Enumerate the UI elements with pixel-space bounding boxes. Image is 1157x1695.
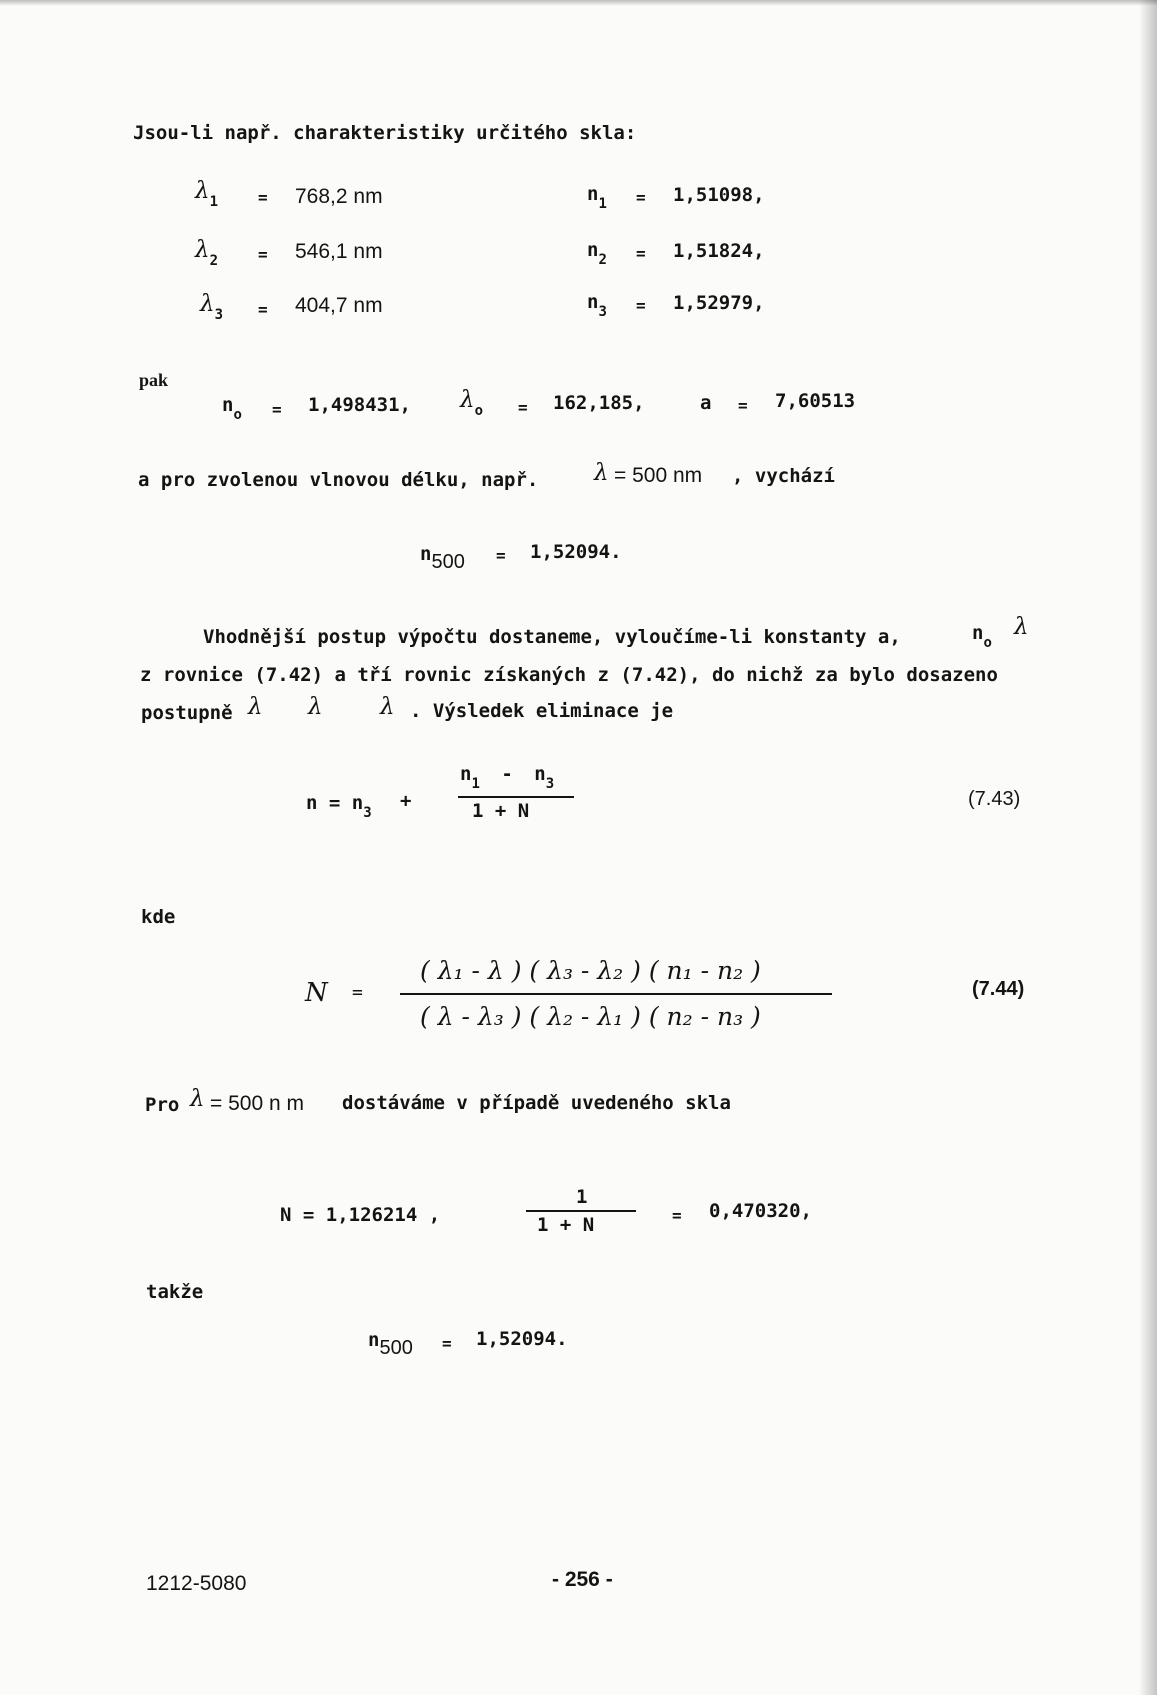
lambda-3: λ3 <box>200 291 224 323</box>
eq743-numerator: $n_1 - n_3$ <box>460 763 555 792</box>
paragraph-line-2: z rovnice (7.42) a tří rovnic získaných z (7.42), do nichž za bylo dosazeno <box>140 664 998 686</box>
result-frac-num: 1 <box>576 1186 588 1208</box>
choice-text: a pro zvolenou vlnovou délku, např. <box>138 469 539 491</box>
lambda-inline-1: λ <box>248 694 263 720</box>
eq-sign: = <box>258 245 268 264</box>
result-value: 0,470320, <box>709 1200 812 1222</box>
n0-value: 1,498431, <box>308 394 411 416</box>
lambda-2-value: 546,1 nm <box>295 240 383 263</box>
n-1: $n_1$ <box>587 183 607 212</box>
result-N: N = 1,126214 , <box>280 1204 441 1226</box>
lambda-inline-2: λ <box>308 694 323 720</box>
eq744-lhs: N <box>305 978 328 1008</box>
eq744-denominator: ( λ - λ₃ ) ( λ₂ - λ₁ ) ( n₂ - n₃ ) <box>420 1002 761 1031</box>
n-2: $n_2$ <box>587 239 607 268</box>
paragraph-line-1: Vhodnější postup výpočtu dostaneme, vyloučíme-li konstanty a, <box>203 626 901 648</box>
paragraph-line-3a: postupně <box>141 702 233 724</box>
eq-sign: = <box>672 1206 682 1225</box>
n0-inline: $n_o$ <box>972 622 992 651</box>
lambda-1-value: 768,2 nm <box>295 185 383 208</box>
eq743-lhs: $n = n_3$ <box>306 792 372 821</box>
eq744-label: (7.44) <box>972 978 1025 1000</box>
eq744-numerator: ( λ₁ - λ ) ( λ₃ - λ₂ ) ( n₁ - n₂ ) <box>420 956 761 985</box>
eq743-fraction-bar <box>458 796 574 798</box>
intro-line: Jsou-li např. charakteristiky určitého skla: <box>133 122 637 144</box>
n-3-value: 1,52979, <box>673 292 765 314</box>
eq-sign: = <box>258 300 268 319</box>
n0: $n_o$ <box>222 394 242 423</box>
n500-first: n500 <box>420 543 465 573</box>
lambda-3-value: 404,7 nm <box>295 294 383 317</box>
footer-code: 1212-5080 <box>146 1572 247 1595</box>
result-frac-den: 1 + N <box>537 1214 595 1236</box>
a-symbol: a <box>700 392 712 414</box>
eq-sign: = <box>738 396 748 415</box>
lambda-inline-3: λ <box>380 694 395 720</box>
eq744-eq: = <box>352 982 363 1003</box>
choice-after: , vychází <box>732 465 835 487</box>
lambda-symbol: λ <box>594 460 609 486</box>
result-fraction-bar <box>526 1210 636 1212</box>
takze-word: takže <box>146 1281 204 1303</box>
page-number: - 256 - <box>552 1568 613 1591</box>
scan-right-edge <box>1139 0 1157 1695</box>
a-value: 7,60513 <box>775 390 856 412</box>
pro-text: dostáváme v případě uvedeného skla <box>342 1092 731 1114</box>
eq744-fraction-bar <box>400 993 832 995</box>
lambda-pro: λ <box>190 1086 205 1112</box>
eq-sign: = <box>636 188 646 207</box>
eq-sign: = <box>636 296 646 315</box>
pro-word: Pro <box>145 1094 180 1116</box>
scan-top-edge <box>0 0 1157 6</box>
eq-sign: = <box>496 546 506 565</box>
eq743-label: (7.43) <box>968 788 1021 810</box>
eq-sign: = <box>272 400 282 419</box>
eq743-denominator: 1 + N <box>472 800 530 822</box>
paragraph-line-3b: . Výsledek eliminace je <box>410 700 674 722</box>
choice-value: = 500 nm <box>614 464 703 487</box>
eq-sign: = <box>258 188 268 207</box>
eq-sign: = <box>518 398 528 417</box>
eq743-plus: + <box>400 790 412 812</box>
n500-second: n500 <box>368 1329 413 1359</box>
lambda-0-value: 162,185, <box>553 392 645 414</box>
lambda-2: λ2 <box>195 237 219 269</box>
n-1-value: 1,51098, <box>673 184 765 206</box>
n-3: $n_3$ <box>587 291 607 320</box>
lambda-0-inline: λ <box>1014 614 1029 640</box>
eq-sign: = <box>636 244 646 263</box>
lambda-0: λo <box>460 387 484 419</box>
n500-second-value: 1,52094. <box>476 1328 568 1350</box>
lambda-1: λ1 <box>195 178 219 210</box>
n-2-value: 1,51824, <box>673 240 765 262</box>
kde-word: kde <box>141 906 176 928</box>
n500-first-value: 1,52094. <box>530 541 622 563</box>
pak-word: pak <box>139 370 169 390</box>
pro-value: = 500 n m <box>210 1092 304 1115</box>
eq-sign: = <box>442 1334 452 1353</box>
